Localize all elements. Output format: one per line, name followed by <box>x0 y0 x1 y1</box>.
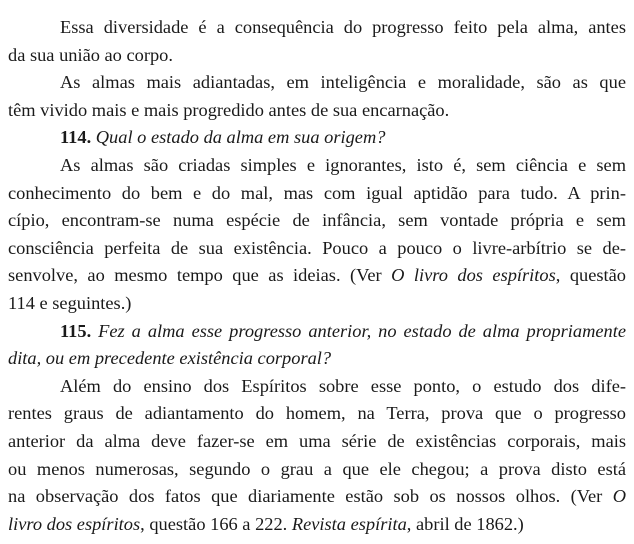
paragraph-4-line-3: anterior da alma deve fazer-se em uma série de existências corporais, mais <box>8 430 626 451</box>
question-115-text-2: dita, ou em precedente existência corporal? <box>8 348 332 369</box>
paragraph-4-line-4: ou menos numerosas, segundo o grau a que ele chegou; a prova disto está <box>8 458 626 479</box>
paragraph-4-line-1: Além do ensino dos Espíritos sobre esse ponto, o estudo dos dife- <box>60 375 626 396</box>
paragraph-4-line-2: rentes graus de adiantamento do homem, na Terra, prova que o progresso <box>8 403 626 424</box>
journal-title-reference: Revista espírita <box>291 513 407 534</box>
paragraph-4-line-6 <box>8 511 626 539</box>
book-title-reference-start: O <box>612 486 626 507</box>
paragraph-3-line-3: cípio, encontram-se numa espécie de infância, sem vontade própria e sem <box>8 210 626 231</box>
paragraph-3-line-2: conhecimento do bem e do mal, mas com igual aptidão para tudo. A prin- <box>8 182 626 203</box>
book-title-reference: O livro dos espíritos <box>391 265 556 286</box>
paragraph-3-line-1: As almas são criadas simples e ignorantes, isto é, sem ciência e sem <box>60 154 626 175</box>
paragraph-2-line-1: As almas mais adiantadas, em inteligência e moralidade, são as que <box>60 72 626 93</box>
paragraph-3-line-5-pre: senvolve, ao mesmo tempo que as ideias. (Ver <box>8 265 392 286</box>
question-115-text-1: Fez a alma esse progresso anterior, no estado de alma propriamente <box>98 320 626 341</box>
paragraph-1-line-1: Essa diversidade é a consequência do progresso feito pela alma, antes <box>60 17 626 37</box>
paragraph-4-line-6-mid: , questão 166 a 222. <box>140 513 292 534</box>
question-115-line-1 <box>8 318 626 346</box>
paragraph-2-line-2: têm vivido mais e mais progredido antes de sua encarnação. <box>8 99 450 120</box>
paragraph-3-line-4: consciência perfeita de sua existência. Pouco a pouco o livre-arbítrio se de- <box>8 237 626 258</box>
question-115-number: 115. <box>60 320 92 341</box>
paragraph-4-line-5-pre: na observação dos fatos que diariamente estão sob os nossos olhos. (Ver <box>8 486 613 507</box>
paragraph-1-line-2: da sua união ao corpo. <box>8 44 173 65</box>
paragraph-4-line-6-post: , abril de 1862.) <box>406 513 524 534</box>
paragraph-3-line-5 <box>8 262 626 290</box>
question-114-text: Qual o estado da alma em sua origem? <box>95 127 386 148</box>
question-115-line-2 <box>8 345 626 373</box>
book-title-reference-end: livro dos espíritos <box>8 513 141 534</box>
question-114 <box>8 124 626 152</box>
question-114-number: 114. <box>60 127 92 148</box>
paragraph-4-line-5 <box>8 483 626 511</box>
paragraph-3-line-5-post: , questão <box>555 265 627 286</box>
paragraph-3-line-6: 114 e seguintes.) <box>8 292 132 313</box>
